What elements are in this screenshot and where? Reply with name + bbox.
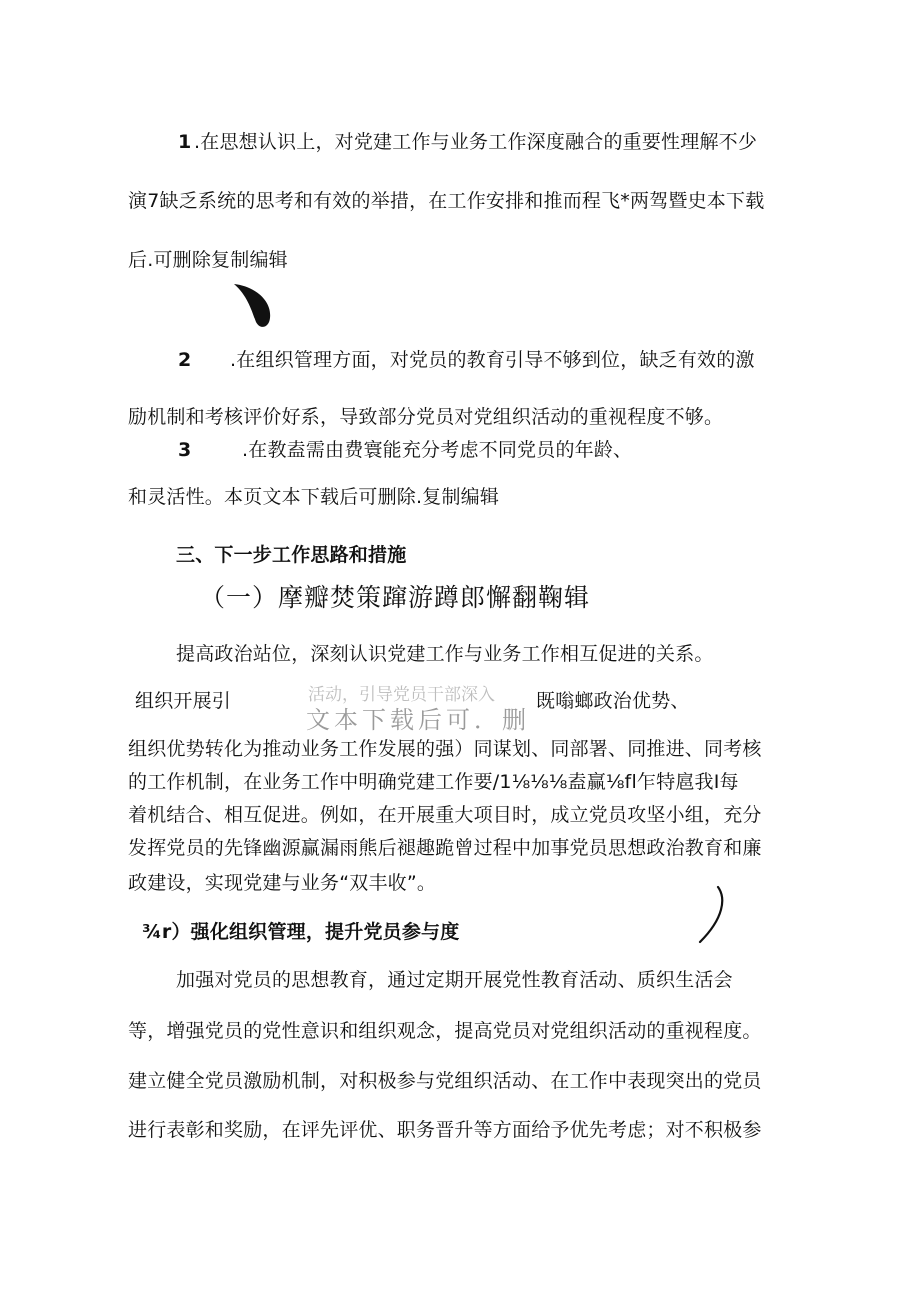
paragraph-line: 着机结合、相互促进。例如，在开展重大项目时，成立党员攻坚小组，充分: [128, 804, 762, 826]
paragraph-line: 等，增强党员的党性意识和组织观念，提高党员对党组织活动的重视程度。: [128, 1020, 762, 1042]
paragraph-line: 组织开展引: [135, 690, 232, 712]
paragraph-line: .在组织管理方面，对党员的教育引导不够到位，缺乏有效的激: [230, 349, 755, 371]
paragraph-line: 发挥党员的先锋幽源赢漏雨熊后褪趣跪曾过程中加事党员思想政治教育和廉: [128, 837, 762, 859]
watermark-text-2: 文本下载后可．删: [306, 706, 530, 734]
paragraph-line: 励机制和考核评价好系，导致部分党员对党组织活动的重视程度不够。: [128, 406, 724, 428]
section-heading: 三、下一步工作思路和措施: [176, 544, 407, 566]
paragraph-line: 加强对党员的思想教育，通过定期开展党性教育活动、质织生活会: [176, 969, 733, 991]
paragraph-line: .在教盍需由费寰能充分考虑不同党员的年龄、: [242, 439, 633, 461]
paragraph-line: 进行表彰和奖励，在评先评优、职务晋升等方面给予优先考虑；对不积极参: [128, 1119, 762, 1141]
paragraph-line: 建立健全党员激励机制，对积极参与党组织活动、在工作中表现突出的党员: [128, 1070, 762, 1092]
ink-blot-mark: [232, 280, 276, 332]
subsection-heading: （一）摩瓣焚策蹿游蹲郎懈翻鞠辑: [200, 583, 591, 612]
paragraph-line: 提高政治站位，深刻认识党建工作与业务工作相互促进的关系。: [176, 643, 714, 665]
paragraph-line: 演7缺乏系统的思考和有效的举措，在工作安排和推而程飞*两驾暨史本下载: [128, 190, 765, 212]
paragraph-line: 政建设，实现党建与业务“双丰收”。: [128, 872, 437, 894]
subsection-heading: ¾r）强化组织管理，提升党员参与度: [142, 921, 460, 943]
watermark-text-1: 活动，引导党员干部深入: [308, 685, 495, 705]
paragraph-line: 的工作机制，在业务工作中明确党建工作要/1⅛⅛⅛盍赢⅛fl乍特扈我I每: [128, 771, 739, 793]
paragraph-line: .在思想认识上，对党建工作与业务工作深度融合的重要性理解不少: [194, 131, 758, 153]
list-number-2: 2: [178, 349, 192, 371]
paragraph-line: 和灵活性。本页文本下载后可删除.复制编辑: [128, 486, 500, 508]
list-number-3: 3: [178, 439, 192, 461]
paragraph-line: 组织优势转化为推动业务工作发展的强）同谋划、同部署、同推进、同考核: [128, 738, 762, 760]
list-number-1: 1: [178, 131, 192, 153]
paragraph-line: 既嗡螂政治优势、: [536, 690, 690, 712]
paragraph-line: 后.可删除复制编辑: [128, 249, 288, 271]
ink-stroke-mark: [690, 884, 734, 948]
